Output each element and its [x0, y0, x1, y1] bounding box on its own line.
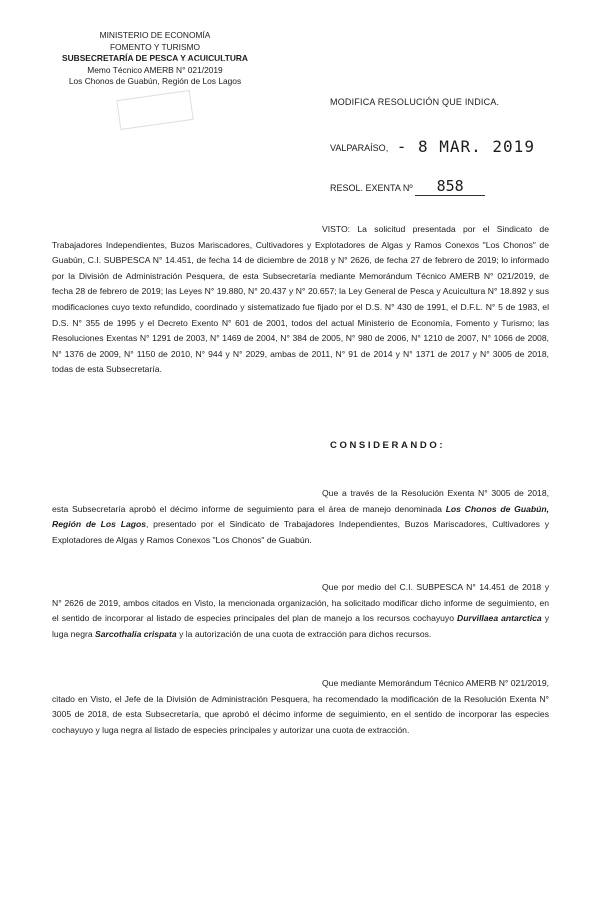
considerando-paragraph-3	[52, 676, 549, 738]
considerando-paragraph-1	[52, 486, 549, 548]
c1-area-name: Los Chonos de Guabún, Región de Los Lagos	[52, 503, 549, 530]
resolution-number-line	[330, 177, 485, 196]
c2-species-1: Durvillaea antarctica	[457, 613, 542, 624]
resolution-label: RESOL. EXENTA Nº	[330, 183, 413, 193]
visto-paragraph	[52, 222, 549, 378]
c2-species-2: Sarcothalia crispata	[95, 628, 177, 639]
considerando-paragraph-2	[52, 580, 549, 642]
seal-stamp	[116, 90, 193, 130]
document-reference: MODIFICA RESOLUCIÓN QUE INDICA.	[330, 97, 500, 107]
visto-label: VISTO:	[322, 224, 351, 234]
subsecretary-name: SUBSECRETARÍA DE PESCA Y ACUICULTURA	[62, 53, 248, 63]
ministry-name: MINISTERIO DE ECONOMÍA	[99, 30, 211, 40]
c2-text-c: y luga negra	[52, 613, 550, 639]
place-date-line	[330, 137, 535, 156]
area-reference: Los Chonos de Guabún, Región de Los Lagos	[68, 76, 242, 86]
memo-reference: Memo Técnico AMERB N° 021/2019	[87, 64, 223, 75]
c1-text-a: Que a través de la Resolución Exenta N° 3005 de 2018, esta Subsecretaría aprobó el décimo informe de seguimiento para el área de manejo denominada	[52, 488, 549, 514]
place-label: VALPARAÍSO,	[330, 143, 389, 153]
resolution-number: 858	[415, 177, 485, 196]
ministry-name-2: FOMENTO Y TURISMO	[109, 41, 201, 52]
issue-date: - 8 MAR. 2019	[396, 137, 535, 156]
c1-text-c: , presentado por el Sindicato de Trabajadores Independientes, Buzos Mariscadores, Cultivadores y Explotadores de Algas y Ramos Conexos "Los Chonos" de Guabún.	[52, 519, 549, 545]
stamp-mark	[150, 60, 240, 83]
c2-text-a: Que por medio del C.I. SUBPESCA N° 14.451 de 2018 y N° 2626 de 2019, ambos citados en Visto, la mencionada organización, ha solicitado modificar dicho informe de seguimiento, en el sentido de incorporar al listado de especies principales del plan de manejo a los recursos cochayuyo	[52, 582, 549, 624]
visto-text: La solicitud presentada por el Sindicato de Trabajadores Independientes, Buzos Mariscadores, Cultivadores y Explotadores de Algas y Ramos Conexos "Los Chonos" de Guabún, C.I. SUBPESCA N° 14.451, de fecha 14 de diciembre de 2018 y N° 2626, de fecha 27 de febrero de 2019; lo informado por la División de Administración Pesquera, de esta Subsecretaría mediante Memorándum Técnico AMERB N° 021/2019, de fecha 28 de febrero de 2019; las Leyes N° 19.880, N° 20.437 y N° 20.657; la Ley General de Pesca y Acuicultura N° 18.892 y sus modificaciones cuyo texto refundido, coordinado y sistematizado fue fijado por el D.S. N° 430 de 1991, el D.F.L. N° 5 de 1983, el D.S. N° 355 de 1995 y el Decreto Exento N° 601 de 2001, todos del actual Ministerio de Economía, Fomento y Turismo; las Resoluciones Exentas N° 1291 de 2003, N° 1469 de 2004, N° 384 de 2005, N° 980 de 2006, N° 1210 de 2007, N° 1066 de 2008, N° 1376 de 2009, N° 1150 de 2010, N° 944 y N° 2029, ambas de 2011, N° 91 de 2014 y N° 1371 de 2017 y N° 3005 de 2018, todas de esta Subsecretaría.	[52, 224, 549, 375]
c3-text-a: Que mediante Memorándum Técnico AMERB N° 021/2019, citado en Visto, el Jefe de la División de Administración Pesquera, ha recomendado la modificación de la Resolución Exenta N° 3005 de 2018, de esta Subsecretaría, que aprobó el décimo informe de seguimiento, en el sentido de incorporar las especies cochayuyo y luga negra al listado de especies principales y autorizar una cuota de extracción.	[52, 678, 549, 735]
considerando-heading: CONSIDERANDO:	[330, 440, 446, 451]
c2-text-e: y la autorización de una cuota de extracción para dichos recursos.	[176, 628, 432, 639]
